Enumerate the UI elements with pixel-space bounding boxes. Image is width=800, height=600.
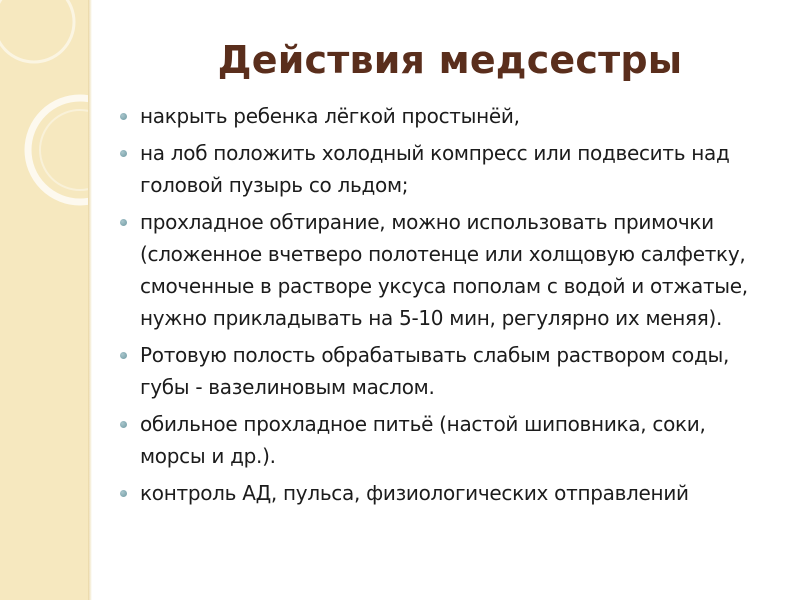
bullet-dot-icon (120, 113, 127, 120)
bullet-text: накрыть ребенка лёгкой простынёй, (140, 104, 520, 128)
slide-title: Действия медсестры (217, 38, 683, 82)
bullet-item (115, 408, 775, 472)
bullet-item (115, 206, 775, 334)
bullet-text: обильное прохладное питьё (настой шиповника, соки, морсы и др.). (140, 412, 706, 468)
sidebar-circles-decoration (0, 0, 88, 600)
bullet-dot-icon (120, 352, 127, 359)
bullet-text: прохладное обтирание, можно использовать примочки (сложенное вчетверо полотенце или холщовую салфетку, смоченные в растворе уксуса пополам с водой и отжатые, нужно прикладывать на 5-10 мин, регулярно их меняя). (140, 210, 748, 330)
bullet-item (115, 137, 775, 201)
sidebar-edge-divider (88, 0, 92, 600)
bullet-item (115, 100, 775, 132)
bullet-dot-icon (120, 421, 127, 428)
bullet-dot-icon (120, 490, 127, 497)
bullet-dot-icon (120, 150, 127, 157)
bullet-text: Ротовую полость обрабатывать слабым раствором соды, губы - вазелиновым маслом. (140, 343, 730, 399)
bullet-dot-icon (120, 219, 127, 226)
slide-content (115, 100, 775, 514)
bullet-text: контроль АД, пульса, физиологических отправлений (140, 481, 689, 505)
decorative-sidebar (0, 0, 88, 600)
bullet-text: на лоб положить холодный компресс или подвесить над головой пузырь со льдом; (140, 141, 730, 197)
bullet-item (115, 339, 775, 403)
bullet-item (115, 477, 775, 509)
bullet-list (115, 100, 775, 509)
